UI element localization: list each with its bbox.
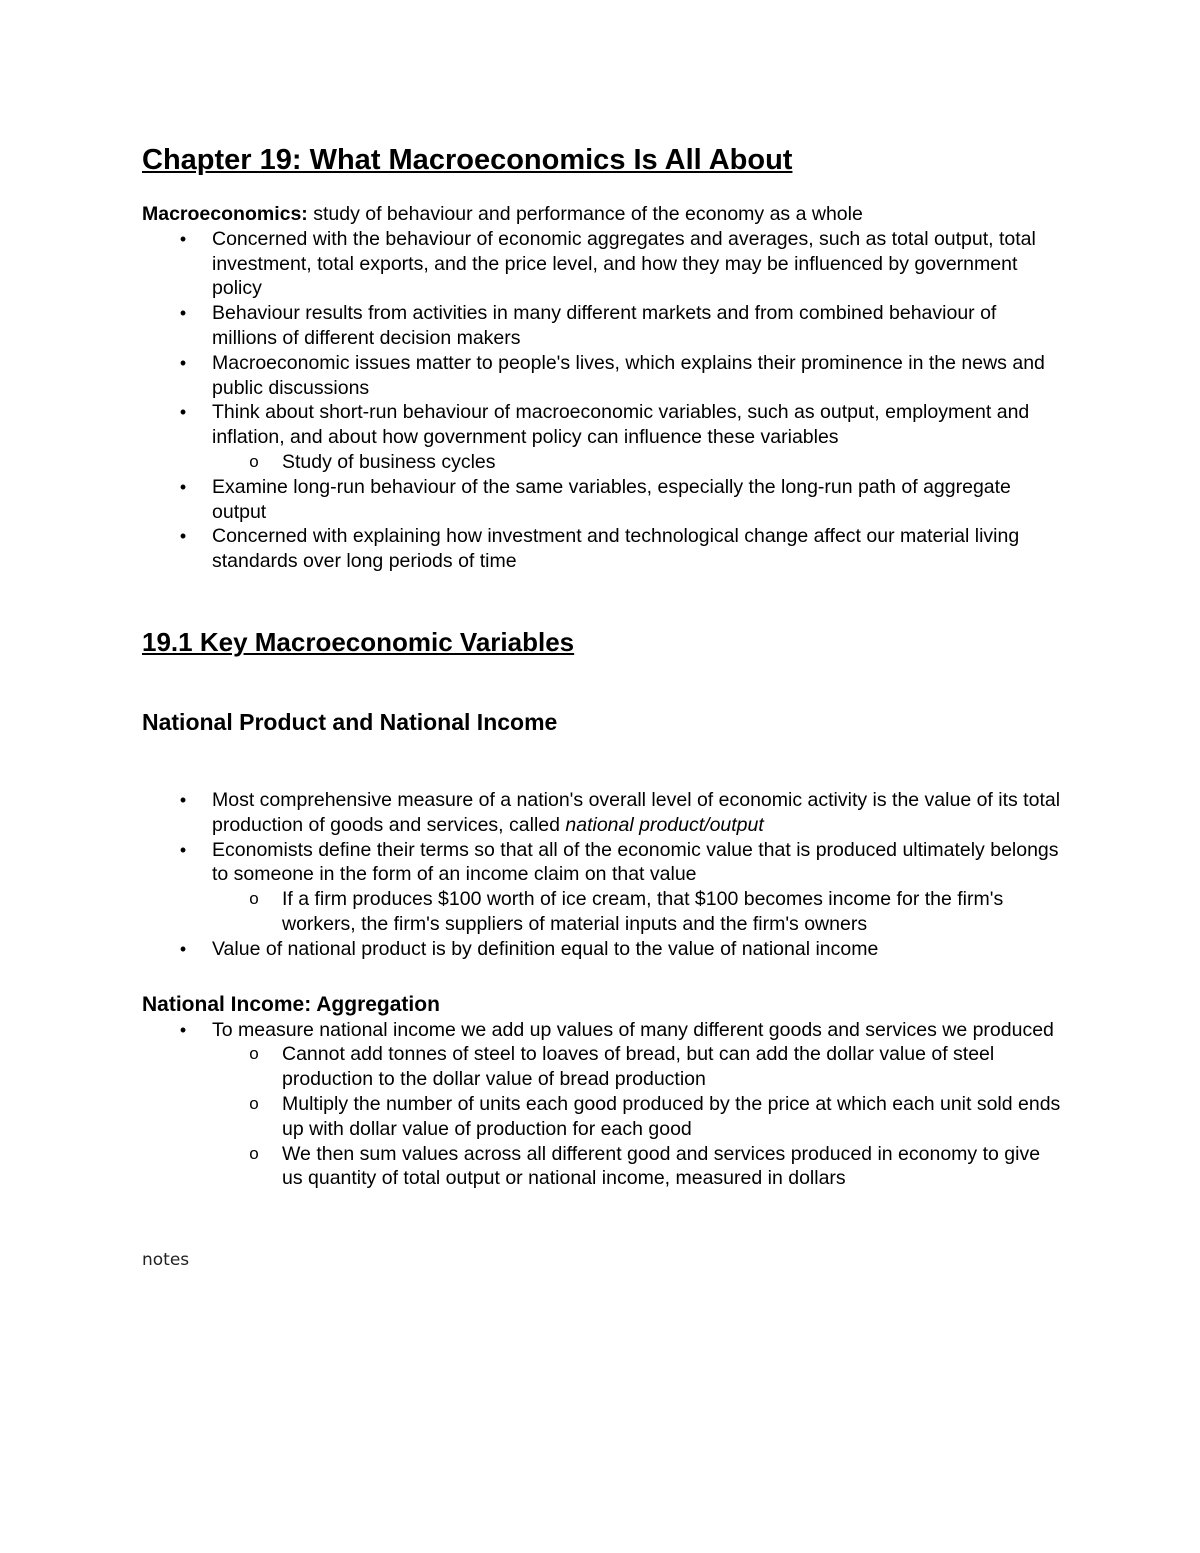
definition-term: Macroeconomics:	[142, 203, 308, 225]
definition-text: study of behaviour and performance of the economy as a whole	[307, 203, 863, 225]
sub-bullet-icon: o	[249, 1093, 259, 1113]
sub-list-item: o Multiply the number of units each good produced by the price at which each unit sold ends up with dollar value of production for each good	[212, 1092, 1062, 1142]
aggregation-bullet-list	[142, 1018, 1062, 1192]
sub-bullet-list	[142, 450, 1062, 475]
document-content	[142, 140, 1062, 1191]
bullet-icon: •	[179, 1019, 187, 1040]
sub-list-item: o Study of business cycles	[212, 450, 1062, 475]
bullet-icon: •	[179, 228, 187, 249]
list-item: • Most comprehensive measure of a nation's overall level of economic activity is the value of its total production of goods and services, called national product/output	[142, 788, 1062, 838]
bullet-icon: •	[179, 352, 187, 373]
bullet-icon: •	[179, 402, 187, 423]
list-item: • Examine long-run behaviour of the same variables, especially the long-run path of aggregate output	[142, 475, 1062, 525]
notes-label: notes	[142, 1250, 190, 1270]
bullet-icon: •	[179, 303, 187, 324]
list-item: • To measure national income we add up values of many different goods and services we produced o Cannot add tonnes of steel to loaves of bread, but can add the dollar value of steel production to the dollar value of bread production o Multiply the number of units each good produced by the price at which each unit sold ends up with dollar value of production for each good o We then sum values across all different good and services produced in economy to give us quantity of total output or national income, measured in dollars	[142, 1018, 1062, 1192]
list-item: • Macroeconomic issues matter to people's lives, which explains their prominence in the news and public discussions	[142, 351, 1062, 401]
list-item: • Concerned with explaining how investment and technological change affect our material living standards over long periods of time	[142, 524, 1062, 574]
national-product-bullet-list	[142, 788, 1062, 962]
sub-list-item: o We then sum values across all different good and services produced in economy to give us quantity of total output or national income, measured in dollars	[212, 1142, 1062, 1192]
bullet-icon: •	[179, 526, 187, 547]
bullet-icon: •	[179, 839, 187, 860]
macroeconomics-definition	[142, 202, 1062, 227]
bullet-icon: •	[179, 938, 187, 959]
bullet-icon: •	[179, 476, 187, 497]
sub-bullet-list	[142, 887, 1062, 937]
sub-bullet-icon: o	[249, 1143, 259, 1163]
intro-bullet-list	[142, 227, 1062, 574]
bullet-icon: •	[179, 789, 187, 810]
sub-bullet-icon: o	[249, 451, 259, 471]
list-item: • Behaviour results from activities in many different markets and from combined behaviour of millions of different decision makers	[142, 301, 1062, 351]
list-item: • Concerned with the behaviour of economic aggregates and averages, such as total output, total investment, total exports, and the price level, and how they may be influenced by government policy	[142, 227, 1062, 301]
list-item: • Economists define their terms so that all of the economic value that is produced ultimately belongs to someone in the form of an income claim on that value o If a firm produces $100 worth of ice cream, that $100 becomes income for the firm's workers, the firm's suppliers of material inputs and the firm's owners	[142, 838, 1062, 937]
sub-bullet-icon: o	[249, 889, 259, 909]
sub-list-item: o If a firm produces $100 worth of ice cream, that $100 becomes income for the firm's workers, the firm's suppliers of material inputs and the firm's owners	[212, 887, 1062, 937]
sub-list-item: o Cannot add tonnes of steel to loaves of bread, but can add the dollar value of steel production to the dollar value of bread production	[212, 1042, 1062, 1092]
section-title: 19.1 Key Macroeconomic Variables	[142, 626, 575, 657]
sub-bullet-icon: o	[249, 1044, 259, 1064]
aggregation-heading: National Income: Aggregation	[142, 992, 440, 1016]
subsection-title: National Product and National Income	[142, 708, 558, 735]
sub-bullet-list	[142, 1042, 1062, 1191]
chapter-title: Chapter 19: What Macroeconomics Is All About	[142, 144, 793, 176]
list-item: • Value of national product is by definition equal to the value of national income	[142, 937, 1062, 962]
list-item: • Think about short-run behaviour of macroeconomic variables, such as output, employment and inflation, and about how government policy can influence these variables o Study of business cycles	[142, 400, 1062, 474]
